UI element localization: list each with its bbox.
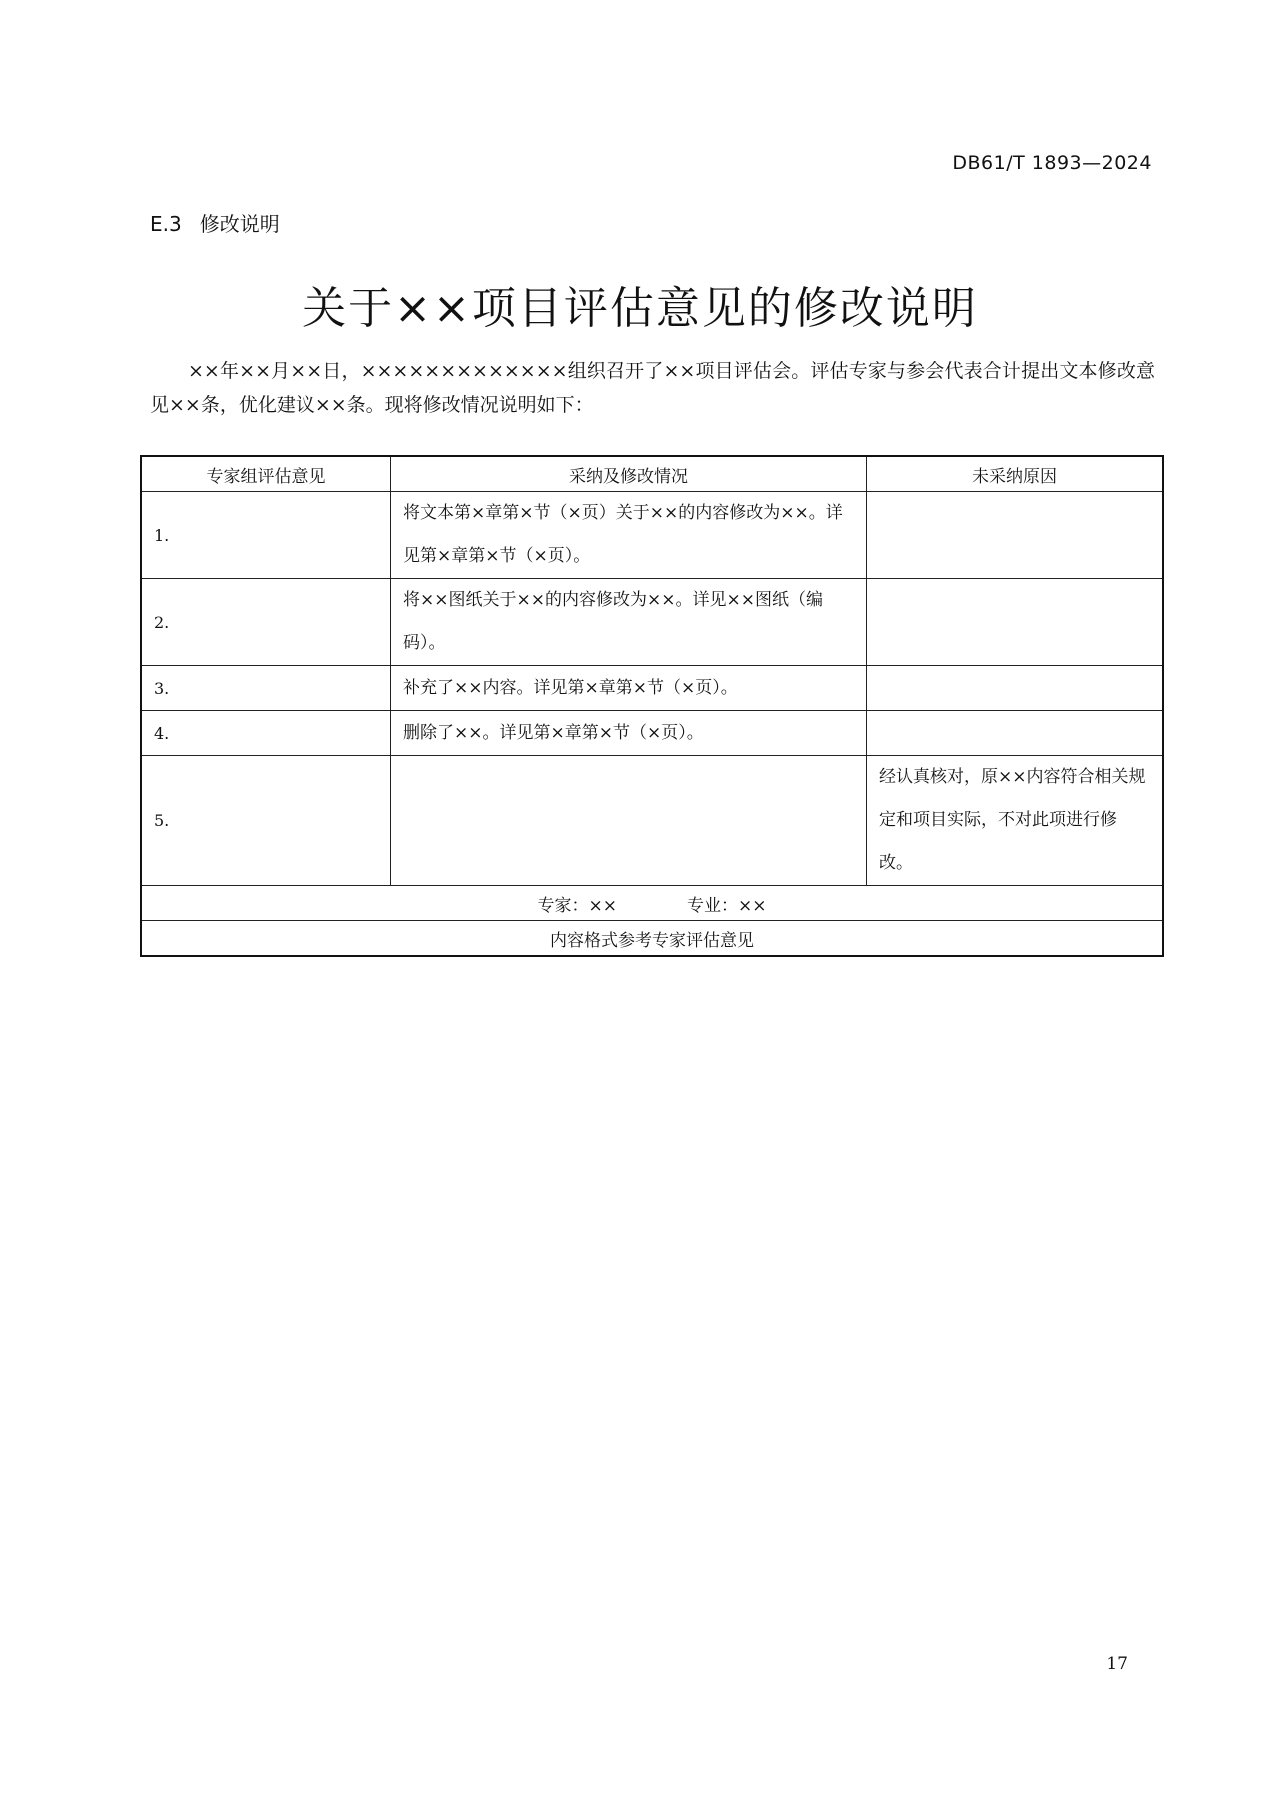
- row-adoption: 将文本第×章第×节（×页）关于××的内容修改为××。详见第×章第×节（×页）。: [391, 492, 867, 579]
- header-adoption: 采纳及修改情况: [391, 456, 867, 492]
- header-rejection-reason: 未采纳原因: [867, 456, 1164, 492]
- standard-code: DB61/T 1893—2024: [952, 152, 1152, 174]
- table-row: [141, 711, 1163, 756]
- page-number: 17: [1106, 1654, 1128, 1674]
- row-reason: [867, 579, 1164, 666]
- row-number: 3.: [141, 666, 391, 711]
- row-reason: [867, 711, 1164, 756]
- row-number: 2.: [141, 579, 391, 666]
- intro-paragraph: ××年××月××日，×××××××××××××组织召开了××项目评估会。评估专家与参会代表合计提出文本修改意见××条，优化建议××条。现将修改情况说明如下：: [150, 360, 1155, 416]
- specialty-label: 专业：××: [687, 895, 767, 916]
- row-number: 4.: [141, 711, 391, 756]
- table-row: [141, 579, 1163, 666]
- format-note: 内容格式参考专家评估意见: [141, 921, 1163, 957]
- table-header-row: [141, 456, 1163, 492]
- row-adoption: 删除了××。详见第×章第×节（×页）。: [391, 711, 867, 756]
- row-adoption: 补充了××内容。详见第×章第×节（×页）。: [391, 666, 867, 711]
- row-reason: [867, 666, 1164, 711]
- document-title: 关于××项目评估意见的修改说明: [302, 283, 978, 334]
- row-reason: [867, 492, 1164, 579]
- table-row: [141, 666, 1163, 711]
- table-row: [141, 492, 1163, 579]
- row-number: 5.: [141, 756, 391, 886]
- row-adoption: [391, 756, 867, 886]
- section-number: E.3: [150, 212, 182, 236]
- section-heading: [150, 208, 280, 237]
- revision-table: [140, 455, 1164, 957]
- format-note-row: [141, 921, 1163, 957]
- header-expert-opinion: 专家组评估意见: [141, 456, 391, 492]
- row-reason: 经认真核对，原××内容符合相关规定和项目实际，不对此项进行修改。: [867, 756, 1164, 886]
- expert-signature-row: [141, 886, 1163, 921]
- expert-label: 专家：××: [537, 895, 617, 916]
- section-title: 修改说明: [199, 212, 280, 236]
- row-adoption: 将××图纸关于××的内容修改为××。详见××图纸（编码）。: [391, 579, 867, 666]
- row-number: 1.: [141, 492, 391, 579]
- table-row: [141, 756, 1163, 886]
